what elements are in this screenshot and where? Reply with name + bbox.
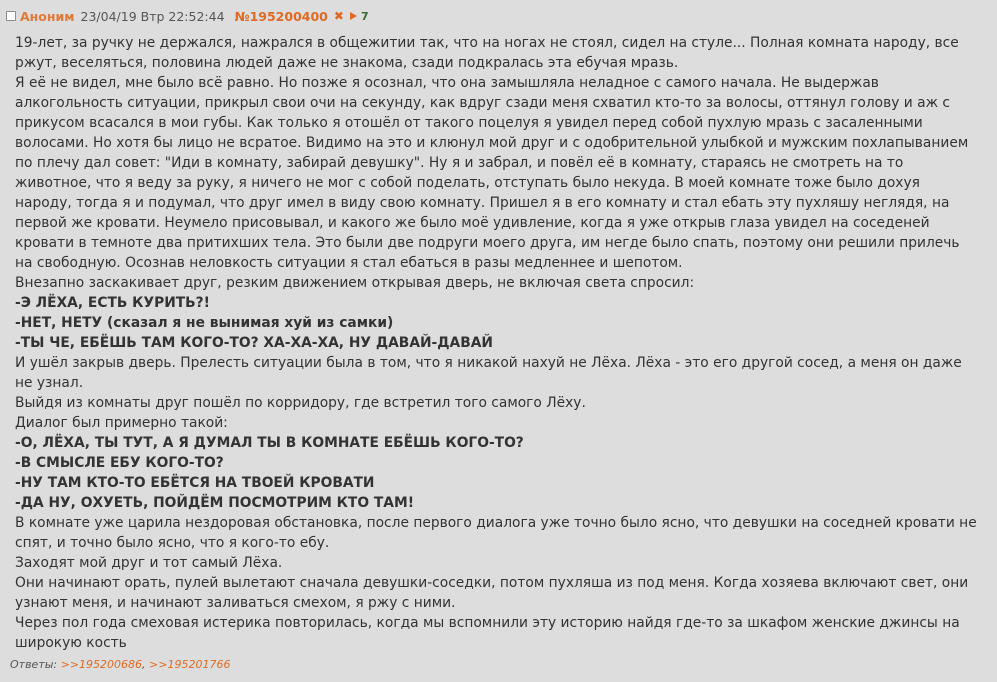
post-text-line: не узнал. xyxy=(15,375,84,391)
reply-count[interactable]: 7 xyxy=(360,9,369,23)
post-text-line: прикусом всасался в мои губы. Как только я отошёл от такого поцелуя я увидел перед собой пухлую мразь с засаленными xyxy=(15,115,923,131)
poster-name: Аноним xyxy=(20,8,75,24)
post-text-line: -О, ЛЁХА, ТЫ ТУТ, А Я ДУМАЛ ТЫ В КОМНАТЕ ЕБЁШЬ КОГО-ТО? xyxy=(15,435,524,451)
post-body xyxy=(15,33,990,653)
post-text-line: первой же кровати. Неумело присовывал, и какого же было моё удивление, когда я уже открыв глаза увидел на соседеней xyxy=(15,215,930,231)
post-text-line: -НУ ТАМ КТО-ТО ЕБЁТСЯ НА ТВОЕЙ КРОВАТИ xyxy=(15,475,375,491)
post-select-checkbox[interactable] xyxy=(6,11,16,21)
post-text-line: Внезапно заскакивает друг, резким движением открывая дверь, не включая света спросил: xyxy=(15,275,695,291)
post-text-line: Я её не видел, мне было всё равно. Но позже я осознал, что она замышляла неладное с самого начала. Не выдержав xyxy=(15,75,879,91)
post-text-line: Диалог был примерно такой: xyxy=(15,415,228,431)
close-icon[interactable]: ✖ xyxy=(333,9,344,23)
reply-link[interactable]: >>195201766 xyxy=(149,658,231,671)
post-header xyxy=(6,7,369,25)
post-text-line: по плечу дал совет: "Иди в комнату, забирай девушку". Ну я и забрал, и повёл её в комнату, стараясь не смотреть на то xyxy=(15,155,904,171)
post-text-line: 19-лет, за ручку не держался, нажрался в общежитии так, что на ногах не стоял, сидел на стуле... Полная комната народу, все xyxy=(15,35,959,51)
post-text-line: Через пол года смеховая истерика повторилась, когда мы вспомнили эту историю найдя где-то за шкафом женские джинсы на xyxy=(15,615,960,631)
post-text-line: -В СМЫСЛЕ ЕБУ КОГО-ТО? xyxy=(15,455,224,471)
post-text-line: широкую кость xyxy=(15,635,127,651)
post-text-line: В комнате уже царила нездоровая обстановка, после первого диалога уже точно было ясно, что девушки на соседней кровати не xyxy=(15,515,977,531)
post-text-line: животное, что я веду за руку, я ничего не мог с собой поделать, отступать было некуда. В моей комнате тоже было дохуя xyxy=(15,175,920,191)
post-text-line: узнают меня, и начинают заливаться смехом, я ржу с ними. xyxy=(15,595,456,611)
post-text-line: спят, и точно было ясно, что я кого-то ебу. xyxy=(15,535,330,551)
post-text-line: на свободную. Осознав неловкость ситуации я стал ебаться в разы медленнее и шепотом. xyxy=(15,255,683,271)
post-text-line: волосами. Но хотя бы лицо не всратое. Видимо на это и клюнул мой друг и с одобрительной улыбкой и мужским похлапыванием xyxy=(15,135,969,151)
post-text-line: Они начинают орать, пулей вылетают сначала девушки-соседки, потом пухляша из под меня. Когда хозяева включают свет, они xyxy=(15,575,969,591)
replies-label: Ответы: xyxy=(10,658,58,671)
post-text-line: -НЕТ, НЕТУ (сказал я не вынимая хуй из самки) xyxy=(15,315,394,331)
post-number-link[interactable]: №195200400 xyxy=(234,8,328,24)
post-text-line: Заходят мой друг и тот самый Лёха. xyxy=(15,555,283,571)
post-text-line: народу, тогда я и подумал, что друг имел в виду свою комнату. Пришел я в его комнату и стал ебать эту пухляшу неглядя, на xyxy=(15,195,950,211)
play-icon[interactable] xyxy=(350,12,357,20)
replies xyxy=(10,658,230,671)
post-text-line: -ДА НУ, ОХУЕТЬ, ПОЙДЁМ ПОСМОТРИМ КТО ТАМ! xyxy=(15,495,414,511)
reply-link[interactable]: >>195200686 xyxy=(60,658,143,671)
post-text-line: кровати в темноте два притихших тела. Это были две подруги моего друга, им негде было спать, поэтому они решили прилечь xyxy=(15,235,960,251)
post-text-line: -ТЫ ЧЕ, ЕБЁШЬ ТАМ КОГО-ТО? ХА-ХА-ХА, НУ ДАВАЙ-ДАВАЙ xyxy=(15,335,493,351)
replies-separator: , xyxy=(142,658,146,671)
post-text-line: алкогольность ситуации, прикрыл свои очи на секунду, как вдруг сзади меня схватил кто-то за волосы, оттянул голову и аж с xyxy=(15,95,951,111)
post-text-line: И ушёл закрыв дверь. Прелесть ситуации была в том, что я никакой нахуй не Лёха. Лёха - это его другой сосед, а меня он даже xyxy=(15,355,962,371)
post-text-line: ржут, веселяться, половина людей даже не знакома, сзади подкралась эта ебучая мразь. xyxy=(15,55,679,71)
post-date: 23/04/19 Втр 22:52:44 xyxy=(80,8,225,24)
post-text-line: Выйдя из комнаты друг пошёл по корридору, где встретил того самого Лёху. xyxy=(15,395,586,411)
post-text-line: -Э ЛЁХА, ЕСТЬ КУРИТЬ?! xyxy=(15,295,210,311)
